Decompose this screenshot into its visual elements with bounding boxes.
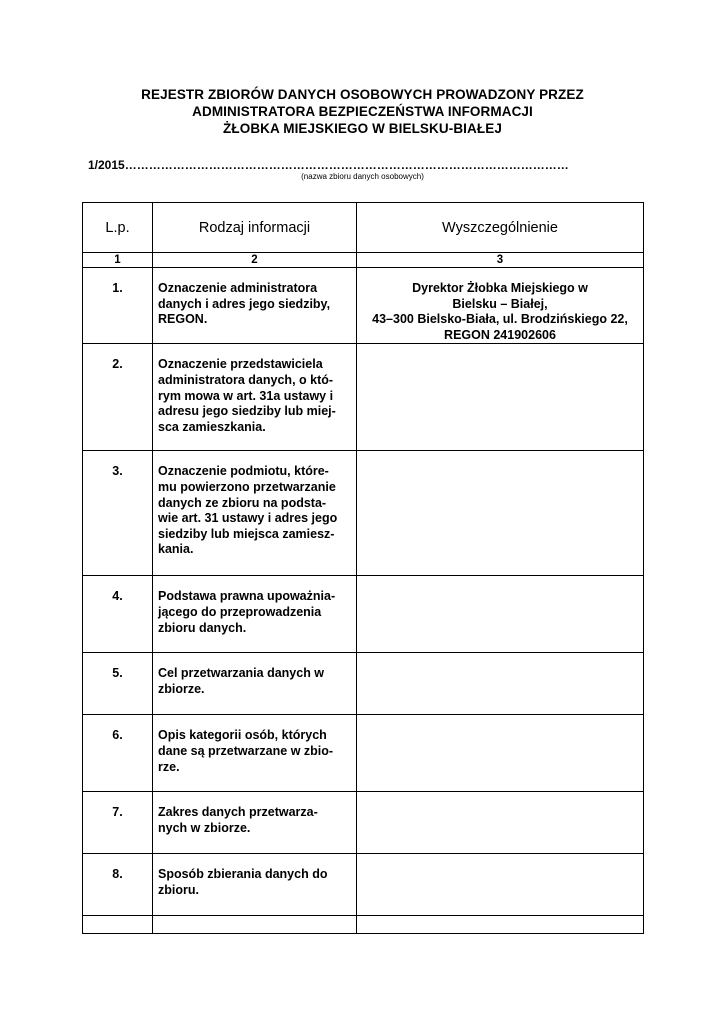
table-empty-row bbox=[83, 916, 644, 934]
info-type-line: kania. bbox=[158, 542, 194, 557]
table-row bbox=[83, 576, 644, 653]
info-type-line: zbioru danych. bbox=[158, 620, 247, 635]
info-type-line: Sposób zbierania danych do bbox=[158, 867, 328, 882]
header-info-type: Rodzaj informacji bbox=[153, 203, 357, 253]
table-row bbox=[83, 715, 644, 792]
info-type-line: Oznaczenie administratora bbox=[158, 281, 318, 295]
info-type-cell bbox=[153, 268, 357, 344]
register-number-line: 1/2015………………………………………………………………………………………………… bbox=[88, 158, 569, 172]
info-type-line: REGON. bbox=[158, 312, 208, 327]
info-type-line: Zakres danych przetwarza- bbox=[158, 805, 318, 820]
info-type-line: mu powierzono przetwarzanie bbox=[158, 479, 336, 494]
info-type-cell bbox=[153, 451, 357, 576]
details-cell bbox=[357, 268, 644, 344]
header-details: Wyszczególnienie bbox=[357, 203, 644, 253]
header-lp: L.p. bbox=[83, 203, 153, 253]
info-type-cell bbox=[153, 854, 357, 916]
column-number-2: 2 bbox=[153, 253, 357, 268]
table-row bbox=[83, 268, 644, 344]
table-row bbox=[83, 451, 644, 576]
info-type-line: adresu jego siedziby lub miej- bbox=[158, 404, 336, 419]
table-row bbox=[83, 792, 644, 854]
info-type-line: Cel przetwarzania danych w bbox=[158, 666, 325, 681]
table-row bbox=[83, 653, 644, 715]
info-type-line: Oznaczenie podmiotu, które- bbox=[158, 464, 329, 479]
info-type-line: rym mowa w art. 31a ustawy i bbox=[158, 388, 334, 403]
row-number: 1. bbox=[83, 268, 153, 344]
info-type-line: administratora danych, o któ- bbox=[158, 372, 334, 387]
column-number-1: 1 bbox=[83, 253, 153, 268]
row-number: 8. bbox=[83, 854, 153, 916]
details-cell bbox=[357, 344, 644, 451]
info-type-cell bbox=[153, 344, 357, 451]
info-type-cell bbox=[153, 653, 357, 715]
row-number: 7. bbox=[83, 792, 153, 854]
info-type-line: zbioru. bbox=[158, 882, 199, 897]
info-type-line: nych w zbiorze. bbox=[158, 820, 251, 835]
details-line: Bielsku – Białej, bbox=[452, 296, 548, 311]
info-type-line: Oznaczenie przedstawiciela bbox=[158, 357, 323, 372]
details-line: 43–300 Bielsko-Biała, ul. Brodzińskiego 22, bbox=[372, 312, 628, 327]
info-type-line: zbiorze. bbox=[158, 681, 205, 696]
table-header-row bbox=[83, 203, 644, 253]
info-type-line: Podstawa prawna upoważnia- bbox=[158, 589, 336, 604]
info-type-cell bbox=[153, 715, 357, 792]
table-row bbox=[83, 854, 644, 916]
row-number: 2. bbox=[83, 344, 153, 451]
row-number: 3. bbox=[83, 451, 153, 576]
details-cell bbox=[357, 792, 644, 854]
details-line: REGON 241902606 bbox=[444, 327, 556, 342]
info-type-line: rze. bbox=[158, 759, 180, 774]
details-cell bbox=[357, 576, 644, 653]
info-type-line: siedziby lub miejsca zamiesz- bbox=[158, 526, 335, 541]
column-number-row bbox=[83, 253, 644, 268]
info-type-cell bbox=[153, 792, 357, 854]
details-line: Dyrektor Żłobka Miejskiego w bbox=[412, 281, 588, 295]
details-cell bbox=[357, 653, 644, 715]
column-number-3: 3 bbox=[357, 253, 644, 268]
details-cell bbox=[357, 451, 644, 576]
register-table bbox=[82, 202, 644, 934]
title-line-1: REJESTR ZBIORÓW DANYCH OSOBOWYCH PROWADZONY PRZEZ bbox=[141, 87, 584, 102]
row-number: 4. bbox=[83, 576, 153, 653]
info-type-line: sca zamieszkania. bbox=[158, 419, 266, 434]
info-type-line: Opis kategorii osób, których bbox=[158, 728, 327, 743]
info-type-cell bbox=[153, 576, 357, 653]
details-cell bbox=[357, 715, 644, 792]
document-title bbox=[60, 86, 665, 137]
register-caption: (nazwa zbioru danych osobowych) bbox=[301, 172, 424, 181]
row-number: 6. bbox=[83, 715, 153, 792]
info-type-line: danych i adres jego siedziby, bbox=[158, 296, 331, 311]
table-row bbox=[83, 344, 644, 451]
info-type-line: jącego do przeprowadzenia bbox=[158, 604, 322, 619]
title-line-3: ŻŁOBKA MIEJSKIEGO W BIELSKU-BIAŁEJ bbox=[223, 121, 502, 136]
title-line-2: ADMINISTRATORA BEZPIECZEŃSTWA INFORMACJI bbox=[192, 104, 533, 119]
info-type-line: danych ze zbioru na podsta- bbox=[158, 495, 327, 510]
row-number: 5. bbox=[83, 653, 153, 715]
info-type-line: dane są przetwarzane w zbio- bbox=[158, 743, 334, 758]
info-type-line: wie art. 31 ustawy i adres jego bbox=[158, 511, 338, 526]
details-cell bbox=[357, 854, 644, 916]
